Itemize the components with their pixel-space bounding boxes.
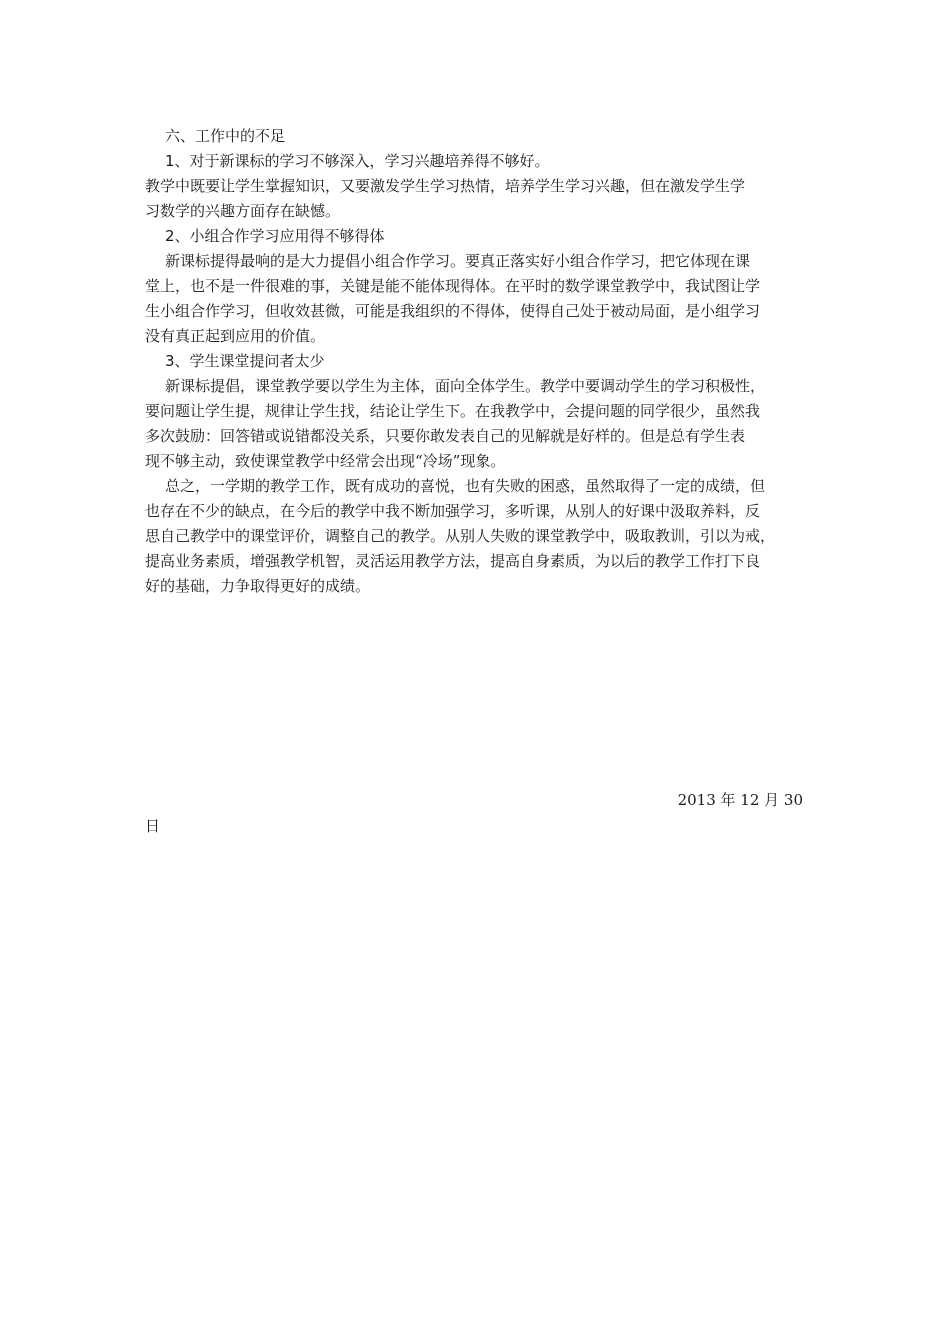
conclusion-line: 好的基础，力争取得更好的成绩。 <box>145 577 371 595</box>
item2-heading: 2、小组合作学习应用得不够得体 <box>165 227 385 245</box>
item1-heading: 1、对于新课标的学习不够深入，学习兴趣培养得不够好。 <box>165 152 550 170</box>
conclusion-line: 也存在不少的缺点，在今后的教学中我不断加强学习，多听课，从别人的好课中汲取养料，反 <box>145 502 761 520</box>
item2-line: 新课标提得最响的是大力提倡小组合作学习。要真正落实好小组合作学习，把它体现在课 <box>165 252 751 270</box>
date-day: 日 <box>145 817 161 835</box>
date-line: 2013 年 12 月 30 <box>677 791 803 809</box>
item3-line: 新课标提倡，课堂教学要以学生为主体，面向全体学生。教学中要调动学生的学习积极性， <box>165 377 766 395</box>
conclusion-line: 思自己教学中的课堂评价，调整自己的教学。从别人失败的课堂教学中，吸取教训，引以为戒， <box>145 527 776 545</box>
item3-line: 要问题让学生提，规律让学生找，结论让学生下。在我教学中，会提问题的同学很少，虽然我 <box>145 402 761 420</box>
conclusion-line: 总之，一学期的教学工作，既有成功的喜悦，也有失败的困惑，虽然取得了一定的成绩，但 <box>165 477 766 495</box>
conclusion-line: 提高业务素质，增强教学机智，灵活运用教学方法，提高自身素质，为以后的教学工作打下良 <box>145 552 761 570</box>
item3-line: 多次鼓励：回答错或说错都没关系，只要你敢发表自己的见解就是好样的。但是总有学生表 <box>145 427 746 445</box>
item3-heading: 3、学生课堂提问者太少 <box>165 352 325 370</box>
item3-line: 现不够主动，致使课堂教学中经常会出现“冷场”现象。 <box>145 452 506 470</box>
item2-line: 没有真正起到应用的价值。 <box>145 327 326 345</box>
item2-line: 生小组合作学习，但收效甚微，可能是我组织的不得体，使得自己处于被动局面，是小组学习 <box>145 302 761 320</box>
section-heading: 六、工作中的不足 <box>165 127 286 145</box>
item1-line: 习数学的兴趣方面存在缺憾。 <box>145 202 341 220</box>
document-body <box>145 124 810 835</box>
item2-line: 堂上，也不是一件很难的事，关键是能不能体现得体。在平时的数学课堂教学中，我试图让学 <box>145 277 761 295</box>
item1-line: 教学中既要让学生掌握知识，又要激发学生学习热情，培养学生学习兴趣，但在激发学生学 <box>145 177 746 195</box>
